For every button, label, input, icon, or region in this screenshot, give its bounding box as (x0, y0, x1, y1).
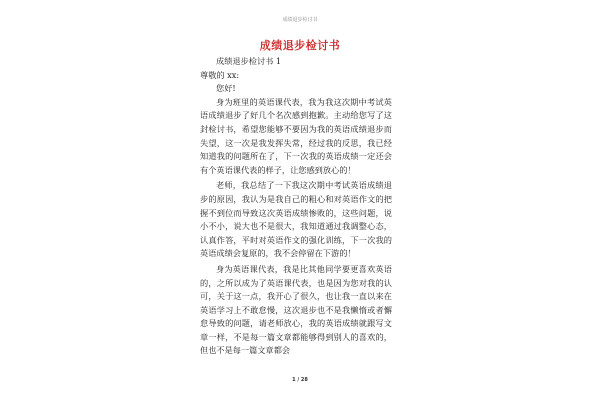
greeting: 您好! (216, 83, 236, 94)
document-body (200, 55, 392, 358)
paragraph-2: 老师，我总结了一下我这次期中考试英语成绩退步的原因，我认为是我自己的粗心和对英语作文的把握不到位而导致这次英语成绩惨败的，这些问题，说小不小，说大也不是很大，我知道通过我调整心态，认真作答，平时对英语作文的强化训练，下一次我的英语成绩会复原的，我不会停留在下游的！ (200, 180, 392, 259)
paragraph-3: 身为英语课代表，我是比其他同学要更喜欢英语的，之所以成为了英语课代表，也是因为您对我的认可，关于这一点，我开心了很久，也让我一直以来在英语学习上不敢怠慢，这次退步也不是我懒惰或者懈怠导致的问题，请老师放心，我的英语成绩就跟写文章一样，不是每一篇文章都能够得到别人的喜欢的，但也不是每一篇文章都会 (200, 263, 392, 356)
running-header: 成绩退步检讨书 (282, 17, 318, 23)
document-subtitle: 成绩退步检讨书 1 (216, 56, 282, 66)
paragraph-1: 身为班里的英语课代表，我为我这次期中考试英语成绩退步了好几个名次感到抱歉。主动给您写了这封检讨书，希望您能够不要因为我的英语成绩退步而失望，这一次是我发挥失常，经过我的反思，我已经知道我的问题所在了，下一次我的英语成绩一定还会有个英语课代表的样子，让您感到放心的！ (200, 96, 392, 175)
document-title: 成绩退步检讨书 (259, 39, 341, 52)
page-number: 1 / 28 (292, 377, 308, 383)
salutation: 尊敬的 xx: (200, 69, 240, 80)
